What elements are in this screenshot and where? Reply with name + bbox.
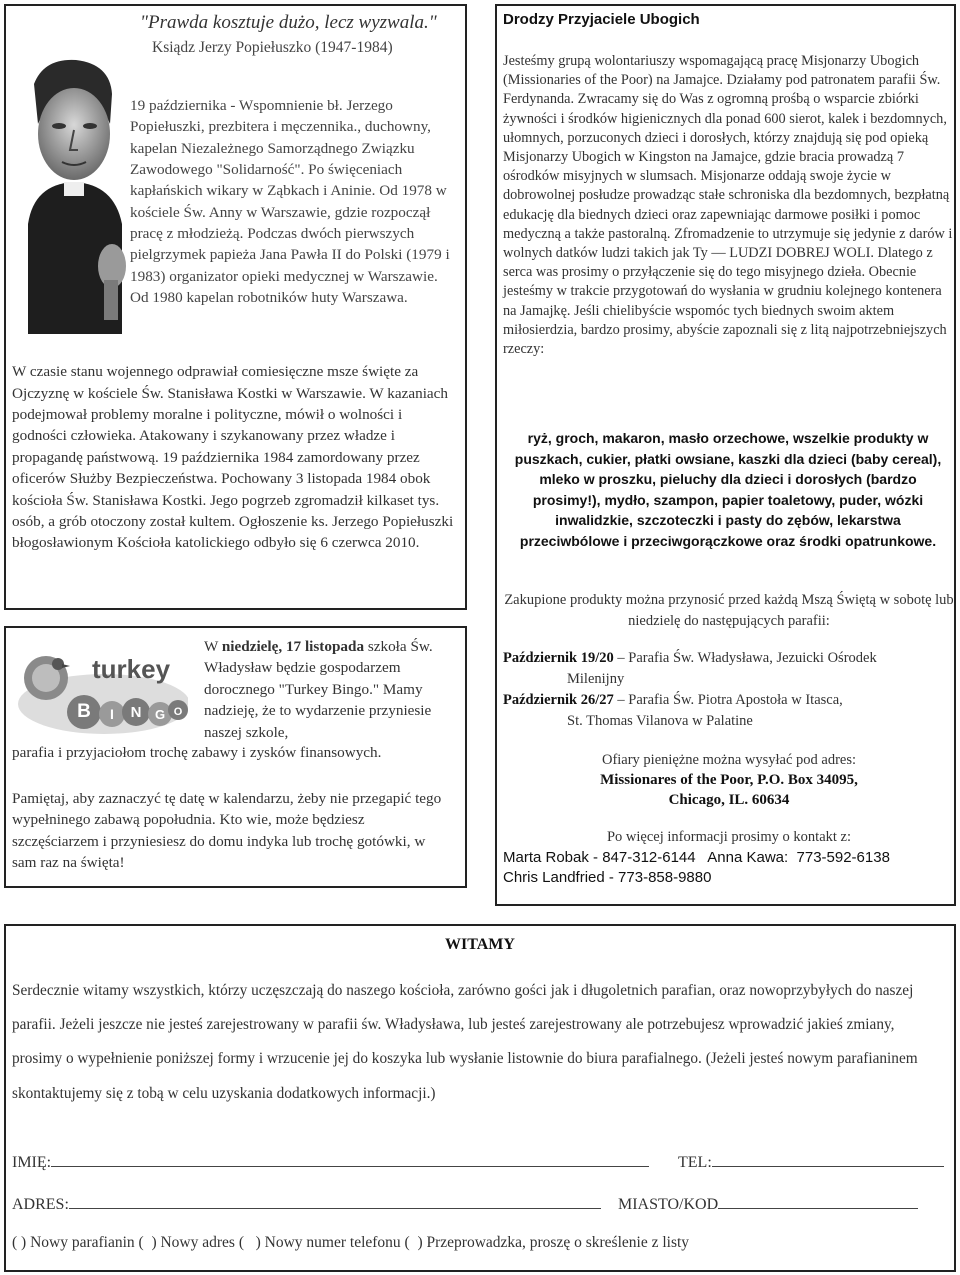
needed-items-list: ryż, groch, makaron, masło orzechowe, wszelkie produkty w puszkach, cukier, płatki owsiane, kaszki dla dzieci (baby cereal), mleko w proszku, pieluchy dla dzieci i dorosłych (bardzo prosimy!), mydło, szampon, papier toaletowy, puder, wózki inwalidzkie, szczoteczki i pasty do zębów, lekarstwa przeciwbólowe i przeciwgorączkowe oraz środki opatrunkowe.	[514, 430, 942, 549]
schedule-item: Październik 26/27 – Parafia Św. Piotra Apostoła w Itasca, St. Thomas Vilanova w Palatine	[503, 692, 843, 729]
phone-field[interactable]: TEL:	[678, 1152, 944, 1172]
bingo-announcement: W niedzielę, 17 listopada szkoła Św. Władysław będzie gospodarzem dorocznego "Turkey Bingo." Mamy nadzieję, że to wydarzenie przyniesie naszej szkole,	[204, 638, 433, 741]
bingo-reminder: Pamiętaj, aby zaznaczyć tę datę w kalendarzu, żeby nie przegapić tego wypełninego zabawą popołudnia. Kto wie, może będziesz szczęściarzem i przyniesiesz do domu indyka lub trochę gotówki, w sam raz na święta!	[12, 790, 442, 872]
change-type-options[interactable]: ( ) Nowy parafianin ( ) Nowy adres ( ) Nowy numer telefonu ( ) Przeprowadzka, proszę o skreślenie z listy	[12, 1234, 690, 1251]
bingo-ball-letter: O	[173, 706, 183, 718]
biography-bottom: W czasie stanu wojennego odprawiał comiesięczne msze święte za Ojczyznę w kościele Św. Stanisława Kostki w Warszawie. W kazaniach podejmował problemy moralne i polityczne, mówił o wolności i godności człowieka. Atakowany i szykanowany przez władze i propagandę państwową. 19 października 1984 zamordowany przez oficerów Służby Bezpieczeństwa. Pochowany 3 listopada 1984 obok kościoła Św. Stanisława Kostki. Jego pogrzeb zgromadził kilkaset tys. osób, a grób otoczony został kultem. Ogłoszenie ks. Jerzego Popiełuszki błogosławionym Kościoła katolickiego odbyło się 6 czerwca 2010.	[12, 363, 454, 552]
bingo-announcement-end: parafia i przyjaciołom trochę zabawy i zysków finansowych.	[12, 744, 382, 761]
turkey-bingo-article	[4, 626, 467, 888]
welcome-text: Serdecznie witamy wszystkich, którzy uczęszczają do naszego kościoła, zarówno gości jak i długoletnich parafian, oraz nowoprzybyłych do naszej parafii. Jeżeli jeszcze nie jesteś zarejestrowany w parafii św. Władysława, lub jesteś zarejestrowany ale potrzebujesz wprowadzić jakieś zmiany, prosimy o wypełnienie poniższej formy i wrzucenie jej do koszyka lub wysłanie listownie do biura parafialnego. (Jeżeli jesteś nowym parafianinem skontaktujemy się z tobą w celu uzyskania dodatkowych informacji.)	[12, 982, 918, 1102]
contact-line: Chris Landfried - 773-858-9880	[503, 869, 712, 886]
turkey-bingo-logo	[12, 642, 188, 738]
bingo-ball-letter: B	[77, 701, 91, 722]
bingo-ball-letter: I	[110, 706, 114, 722]
bingo-ball-letter: N	[130, 704, 142, 721]
friends-title: Drodzy Przyjaciele Ubogich	[503, 11, 700, 28]
address-field[interactable]: ADRES:	[12, 1194, 601, 1214]
drop-off-info: Zakupione produkty można przynosić przed każdą Mszą Świętą w sobotę lub niedzielę do następujących parafii:	[504, 592, 954, 629]
welcome-title: WITAMY	[445, 936, 515, 953]
friends-of-the-poor-article	[495, 4, 956, 906]
logo-word: turkey	[92, 654, 171, 684]
biography-top: 19 października - Wspomnienie bł. Jerzego Popiełuszki, prezbitera i męczennika., duchowny, kapelan Niezależnego Samorządnego Związku Zawodowego "Solidarność". Po święceniach kapłańskich wikary w Ząbkach i Aninie. Od 1978 w kościele Św. Anny w Warszawie, gdzie rozpoczął pracę z młodzieżą. Podczas dwóch pierwszych pielgrzymek papieża Jana Pawła II do Polski (1979 i 1983) organizator opieki medycznej w Warszawie. Od 1980 kapelan robotników huty Warszawa.	[130, 97, 450, 306]
contact-line: Marta Robak - 847-312-6144 Anna Kawa: 773-592-6138	[503, 849, 890, 866]
schedule-item: Październik 19/20 – Parafia Św. Władysława, Jezuicki Ośrodek Milenijny	[503, 650, 877, 687]
donation-address: Ofiary pieniężne można wysyłać pod adres: Missionares of the Poor, P.O. Box 34095, Chicago, IL. 60634	[600, 752, 858, 808]
contact-intro: Po więcej informacji prosimy o kontakt z:	[606, 829, 852, 845]
city-zip-field[interactable]: MIASTO/KOD	[618, 1194, 918, 1214]
friends-body: Jesteśmy grupą wolontariuszy wspomagającą pracę Misjonarzy Ubogich (Missionaries of the Poor) na Jamajce. Działamy pod patronatem parafii Św. Ferdynanda. Zwracamy się do Was z ogromną prośbą o wsparcie zbiórki żywności i środków higienicznych dla ponad 600 sierot, kalek i bezdomnych, ułomnych, porzuconych dzieci i dorosłych, którzy znajdują się pod opieką Misjonarzy Ubogich w Kingston na Jamajce, gdzie bracia prowadzą 7 ośrodków misyjnych w slumsach. Misjonarze oddają swoje życie w dobrowolnej posłudze prowadząc stałe schroniska dla bezdomnych, bezpłatną edukację dla biednych dzieci oraz zapewniając darmowe posiłki i pomoc medyczną a także pastoralną. Zfromadzenie to utrzymuje się jedynie z darów i wolnych datków ludzi takich jak Ty — LUDZI DOBREJ WOLI. Dlatego z serca was prosimy o przyłączenie się do tego misyjnego dzieła. Obecnie jesteśmy w trakcie przygotowań do wysłania w grudniu kolejnego kontenera na Jamajkę. Jeśli chielibyście wspomóc tych biednych swoim aktem miłosierdzia, bardzo prosimy, abyście zapoznali się z litą najpotrzebniejszych rzeczy:	[503, 53, 953, 358]
bingo-date: niedzielę, 17 listopada	[221, 638, 365, 655]
quote-author: Ksiądz Jerzy Popiełuszko (1947-1984)	[152, 39, 393, 56]
welcome-registration-form	[4, 924, 956, 1272]
name-field[interactable]: IMIĘ:	[12, 1152, 649, 1172]
bingo-ball-letter: G	[154, 707, 166, 722]
popieluszko-article	[4, 4, 467, 610]
portrait-photo	[14, 54, 126, 334]
contact-list	[503, 848, 955, 888]
quote: "Prawda kosztuje dużo, lecz wyzwala."	[140, 12, 437, 33]
